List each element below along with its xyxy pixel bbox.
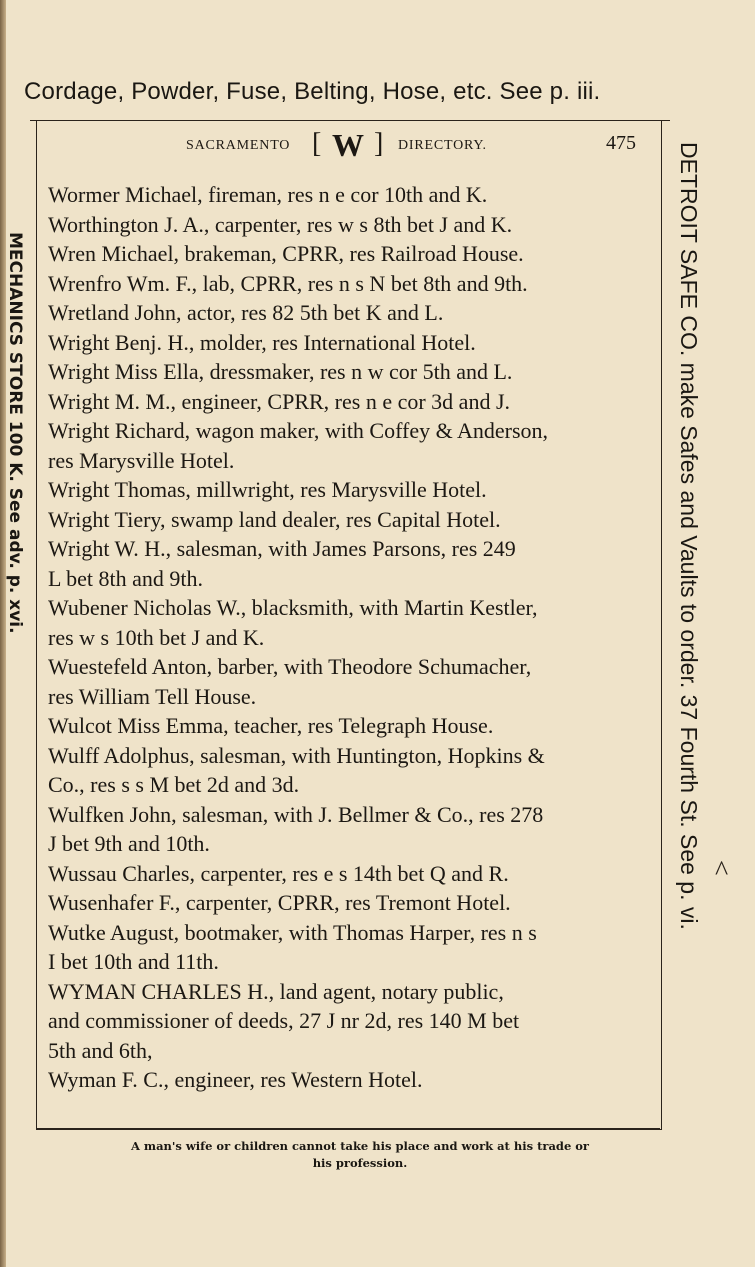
directory-entry bbox=[48, 239, 658, 269]
entry-continuation-line: and commissioner of deeds, 27 J nr 2d, res 140 M bet bbox=[48, 1008, 520, 1033]
entry-line: Wussau Charles, carpenter, res e s 14th bet Q and R. bbox=[48, 860, 509, 886]
directory-entry bbox=[48, 977, 658, 1066]
directory-entry bbox=[48, 269, 658, 299]
entry-continuation-line: res Marysville Hotel. bbox=[48, 447, 235, 473]
page-number: 475 bbox=[606, 132, 636, 154]
frame-top-rule bbox=[30, 120, 670, 121]
entry-continuation-line: res w s 10th bet J and K. bbox=[48, 624, 265, 650]
directory-entry bbox=[48, 800, 658, 859]
directory-entry bbox=[48, 505, 658, 535]
entry-line: Wright Benj. H., molder, res International Hotel. bbox=[48, 329, 476, 355]
directory-entry bbox=[48, 859, 658, 889]
entry-line: Wright Miss Ella, dressmaker, res n w cor 5th and L. bbox=[48, 359, 513, 384]
right-margin-ad: DETROIT SAFE CO. make Safes and Vaults to order. 37 Fourth St. See p. vi. bbox=[676, 142, 702, 930]
directory-entry bbox=[48, 210, 658, 240]
directory-entry bbox=[48, 918, 658, 977]
entry-continuation-line: Co., res s s M bet 2d and 3d. bbox=[48, 772, 300, 797]
directory-entry bbox=[48, 593, 658, 652]
entry-line: Wrenfro Wm. F., lab, CPRR, res n s N bet 8th and 9th. bbox=[48, 270, 528, 296]
running-head-left-bracket: [ bbox=[312, 128, 322, 159]
entry-continuation-line: J bet 9th and 10th. bbox=[48, 831, 210, 856]
entry-line: Wutke August, bootmaker, with Thomas Harper, res n s bbox=[48, 919, 537, 945]
entry-line: Wulfken John, salesman, with J. Bellmer & Co., res 278 bbox=[48, 801, 544, 827]
running-head-city: SACRAMENTO bbox=[186, 138, 291, 153]
running-head-letter: W bbox=[332, 127, 364, 163]
entry-line: Wright Thomas, millwright, res Marysville Hotel. bbox=[48, 477, 487, 502]
directory-entry bbox=[48, 328, 658, 358]
top-banner-ad: Cordage, Powder, Fuse, Belting, Hose, etc. See p. iii. bbox=[24, 78, 601, 105]
directory-entry bbox=[48, 741, 658, 800]
directory-entry bbox=[48, 180, 658, 210]
left-margin-ad: MECHANICS STORE 100 K. See adv. p. xvi. bbox=[5, 232, 25, 634]
running-head-right-bracket: ] bbox=[374, 128, 384, 159]
entry-line: Wright Tiery, swamp land dealer, res Capital Hotel. bbox=[48, 506, 501, 532]
entry-line: Wright Richard, wagon maker, with Coffey & Anderson, bbox=[48, 418, 549, 443]
directory-entry bbox=[48, 357, 658, 387]
directory-entry bbox=[48, 475, 658, 505]
entry-line: Wright M. M., engineer, CPRR, res n e cor 3d and J. bbox=[48, 388, 510, 414]
directory-entry bbox=[48, 387, 658, 417]
running-head bbox=[36, 126, 660, 162]
entry-line: Wretland John, actor, res 82 5th bet K and L. bbox=[48, 300, 444, 325]
entry-continuation-line: I bet 10th and 11th. bbox=[48, 949, 219, 974]
directory-entries bbox=[48, 180, 658, 1095]
pencil-mark: ^ bbox=[715, 856, 729, 887]
entry-continuation-line: L bet 8th and 9th. bbox=[48, 565, 203, 591]
directory-entry bbox=[48, 416, 658, 475]
footer-line-2: his profession. bbox=[312, 1156, 408, 1170]
entry-line: WYMAN CHARLES H., land agent, notary public, bbox=[48, 978, 504, 1004]
footer-line-1: A man's wife or children cannot take his place and work at his trade or bbox=[130, 1139, 589, 1153]
entry-continuation-line: 5th and 6th, bbox=[48, 1037, 153, 1063]
entry-line: Wuestefeld Anton, barber, with Theodore Schumacher, bbox=[48, 654, 532, 679]
footer-motto bbox=[40, 1138, 680, 1172]
entry-line: Wulff Adolphus, salesman, with Huntington, Hopkins & bbox=[48, 742, 545, 768]
footer-rule bbox=[36, 1128, 660, 1130]
entry-line: Worthington J. A., carpenter, res w s 8th bet J and K. bbox=[48, 211, 513, 237]
entry-continuation-line: res William Tell House. bbox=[48, 683, 257, 709]
entry-line: Wulcot Miss Emma, teacher, res Telegraph House. bbox=[48, 713, 494, 738]
directory-entry bbox=[48, 888, 658, 918]
entry-line: Wright W. H., salesman, with James Parsons, res 249 bbox=[48, 536, 516, 561]
directory-entry bbox=[48, 652, 658, 711]
entry-line: Wubener Nicholas W., blacksmith, with Martin Kestler, bbox=[48, 595, 538, 620]
directory-entry bbox=[48, 1065, 658, 1095]
entry-line: Wren Michael, brakeman, CPRR, res Railroad House. bbox=[48, 241, 524, 266]
directory-entry bbox=[48, 711, 658, 741]
entry-line: Wyman F. C., engineer, res Western Hotel. bbox=[48, 1067, 423, 1092]
entry-line: Wormer Michael, fireman, res n e cor 10th and K. bbox=[48, 182, 488, 207]
directory-entry bbox=[48, 534, 658, 593]
entry-line: Wusenhafer F., carpenter, CPRR, res Tremont Hotel. bbox=[48, 890, 511, 915]
running-head-directory: DIRECTORY. bbox=[398, 138, 487, 153]
directory-entry bbox=[48, 298, 658, 328]
